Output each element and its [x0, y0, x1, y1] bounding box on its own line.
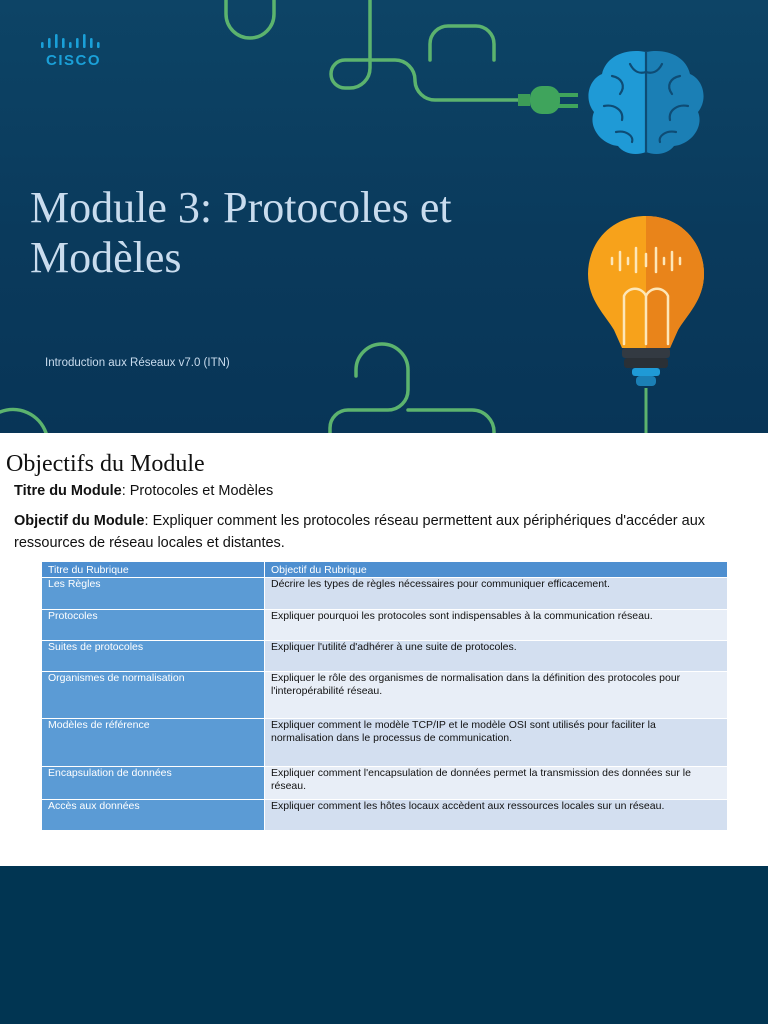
objectives-table [41, 561, 728, 831]
topic-goal-cell: Expliquer l'utilité d'adhérer à une suite de protocoles. [265, 641, 728, 672]
topic-title-cell: Organismes de normalisation [42, 672, 265, 719]
topic-goal-cell: Décrire les types de règles nécessaires pour communiquer efficacement. [265, 578, 728, 610]
table-row [42, 672, 728, 719]
table-row [42, 719, 728, 767]
topic-title-cell: Modèles de référence [42, 719, 265, 767]
topic-goal-cell: Expliquer le rôle des organismes de normalisation dans la définition des protocoles pour l'interopérabilité réseau. [265, 672, 728, 719]
table-row [42, 610, 728, 641]
module-title-line: Titre du Module: Protocoles et Modèles [14, 483, 274, 499]
lightbulb-icon [588, 216, 704, 433]
plug-icon [518, 86, 578, 114]
topic-goal-cell: Expliquer comment l'encapsulation de données permet la transmission des données sur le réseau. [265, 767, 728, 800]
module-goal-value: Expliquer comment les protocoles réseau permettent aux périphériques d'accéder aux ressources de réseau locales et distantes. [14, 513, 706, 551]
cisco-logo [40, 33, 110, 73]
slide-title: Module 3: Protocoles et Modèles [30, 183, 452, 282]
table-row [42, 578, 728, 610]
topic-title-cell: Protocoles [42, 610, 265, 641]
module-title-label: Titre du Module [14, 483, 122, 499]
topic-title-cell: Suites de protocoles [42, 641, 265, 672]
table-row [42, 641, 728, 672]
topic-title-cell: Accès aux données [42, 800, 265, 831]
topic-title-cell: Encapsulation de données [42, 767, 265, 800]
header-topic-goal: Objectif du Rubrique [265, 562, 728, 578]
objectives-slide [0, 433, 768, 866]
table-row [42, 767, 728, 800]
table-header-row [42, 562, 728, 578]
table-row [42, 800, 728, 831]
title-slide [0, 0, 768, 433]
objectives-heading: Objectifs du Module [6, 451, 205, 477]
cisco-bridge-icon [40, 33, 110, 51]
module-goal-line: Objectif du Module: Expliquer comment les protocoles réseau permettent aux périphériques d'accéder aux ressources de réseau locales et distantes. [14, 513, 706, 551]
topic-goal-cell: Expliquer comment le modèle TCP/IP et le modèle OSI sont utilisés pour faciliter la normalisation dans le processus de communication. [265, 719, 728, 767]
module-goal-label: Objectif du Module [14, 513, 145, 529]
topic-title-cell: Les Règles [42, 578, 265, 610]
module-title-value: Protocoles et Modèles [129, 483, 274, 499]
slide-subtitle: Introduction aux Réseaux v7.0 (ITN) [45, 357, 230, 369]
topic-goal-cell: Expliquer pourquoi les protocoles sont indispensables à la communication réseau. [265, 610, 728, 641]
topic-goal-cell: Expliquer comment les hôtes locaux accèdent aux ressources locales sur un réseau. [265, 800, 728, 831]
brain-icon [588, 51, 703, 154]
header-topic-title: Titre du Rubrique [42, 562, 265, 578]
cisco-logo-text: CISCO [46, 52, 102, 69]
